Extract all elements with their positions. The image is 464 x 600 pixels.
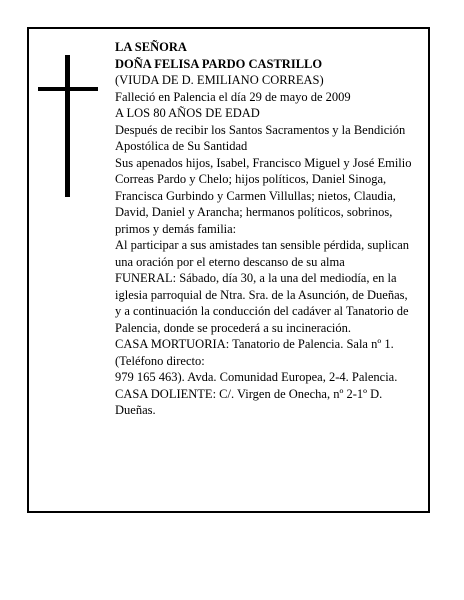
funeral: FUNERAL: Sábado, día 30, a la una del mediodía, en la iglesia parroquial de Ntra. Sra. de la Asunción, de Dueñas, y a continuación la conducción del cadáver al Tanatorio de Palencia, donde se procederá a su incineración.: [115, 271, 409, 335]
casa-mortuoria: CASA MORTUORIA: Tanatorio de Palencia. Sala nº 1. (Teléfono directo:: [115, 337, 394, 368]
cross-vertical-bar: [65, 55, 70, 197]
request: Al participar a sus amistades tan sensible pérdida, suplican una oración por el eterno descanso de su alma: [115, 238, 410, 269]
obituary-text: [115, 39, 415, 419]
casa-mortuoria-cont: 979 165 463). Avda. Comunidad Europea, 2-4. Palencia.: [115, 370, 398, 384]
cross-icon: [38, 55, 98, 197]
casa-doliente: CASA DOLIENTE: C/. Virgen de Onecha, nº 2-1º D. Dueñas.: [115, 386, 383, 417]
honorific: LA SEÑORA: [115, 40, 187, 54]
widow-of: (VIUDA DE D. EMILIANO CORREAS): [115, 73, 324, 87]
age: A LOS 80 AÑOS DE EDAD: [115, 106, 260, 120]
cross-horizontal-bar: [38, 87, 98, 91]
deceased-name: DOÑA FELISA PARDO CASTRILLO: [115, 56, 323, 71]
family: Sus apenados hijos, Isabel, Francisco Miguel y José Emilio Correas Pardo y Chelo; hijos políticos, Daniel Sinoga, Francisca Gurbindo y Carmen Villullas; nietos, Claudia, David, Daniel y Arancha; hermanos políticos, sobrinos, primos y demás familia:: [115, 155, 412, 236]
death-date: Falleció en Palencia el día 29 de mayo de 2009: [115, 89, 351, 104]
sacraments: Después de recibir los Santos Sacramentos y la Bendición Apostólica de Su Santidad: [115, 122, 406, 153]
